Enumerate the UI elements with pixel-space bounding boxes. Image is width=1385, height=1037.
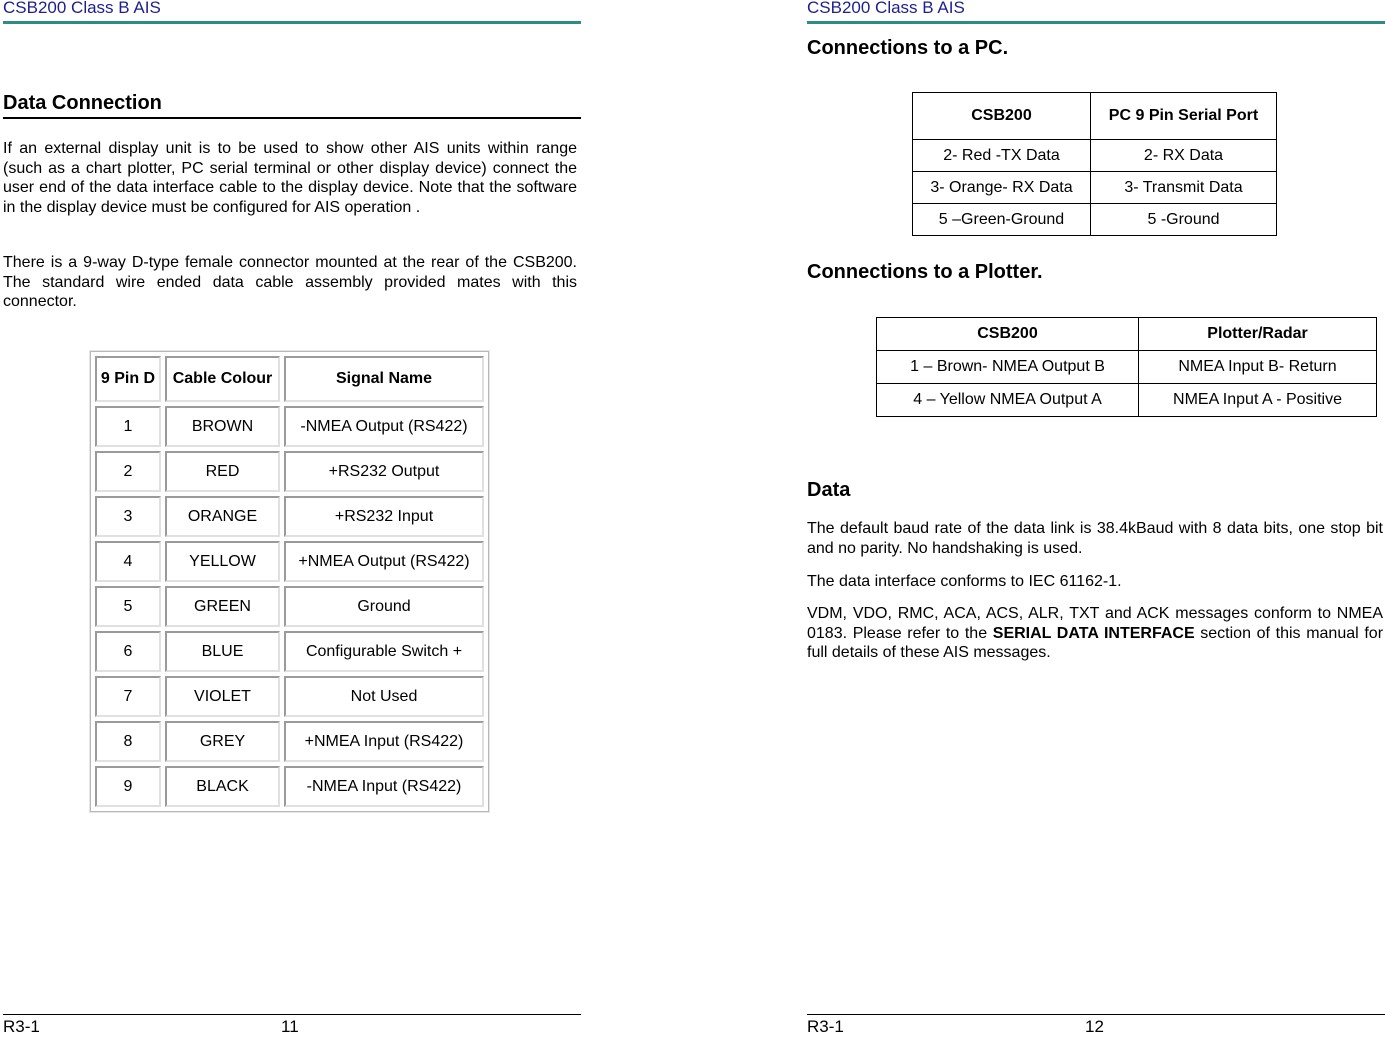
table-row: [95, 586, 484, 627]
signal-cell: Configurable Switch +: [284, 631, 484, 672]
pc-connections-title: Connections to a PC.: [807, 37, 1009, 59]
table-row: [95, 631, 484, 672]
signal-cell: +NMEA Input (RS422): [284, 721, 484, 762]
table-cell: 5 –Green-Ground: [913, 204, 1091, 236]
left-page: [3, 0, 581, 1036]
header-title: CSB200 Class B AIS: [3, 0, 161, 17]
header-rule: [3, 21, 581, 24]
header-cell: Cable Colour: [165, 356, 280, 402]
pin-cell: 3: [95, 496, 161, 537]
footer-revision: R3-1: [807, 1017, 844, 1036]
signal-cell: +RS232 Input: [284, 496, 484, 537]
table-cell: 2- Red -TX Data: [913, 140, 1091, 172]
header-cell: 9 Pin D: [95, 356, 161, 402]
table-cell: NMEA Input A - Positive: [1139, 384, 1377, 417]
signal-cell: +NMEA Output (RS422): [284, 541, 484, 582]
table-cell: 1 – Brown- NMEA Output B: [877, 351, 1139, 384]
table-header-row: [877, 318, 1377, 351]
page-number: 12: [1085, 1017, 1104, 1036]
colour-cell: BROWN: [165, 406, 280, 447]
pin-cell: 8: [95, 721, 161, 762]
messages-text-end: section of this manual for full details of these AIS messages.: [807, 624, 1384, 661]
baud-rate-paragraph: The default baud rate of the data link is 38.4kBaud with 8 data bits, one stop bit and no parity. No handshaking is used.: [807, 520, 1383, 557]
colour-cell: VIOLET: [165, 676, 280, 717]
header-title: CSB200 Class B AIS: [807, 0, 965, 17]
header-rule: [807, 21, 1385, 24]
header-cell: CSB200: [913, 93, 1091, 140]
header-cell: CSB200: [877, 318, 1139, 351]
table-row: [877, 384, 1377, 417]
table-cell: 2- RX Data: [1091, 140, 1277, 172]
header-cell: PC 9 Pin Serial Port: [1091, 93, 1277, 140]
signal-cell: +RS232 Output: [284, 451, 484, 492]
pin-cell: 2: [95, 451, 161, 492]
colour-cell: ORANGE: [165, 496, 280, 537]
pin-cell: 4: [95, 541, 161, 582]
pin-cell: 9: [95, 766, 161, 807]
footer-rule: [807, 1014, 1385, 1015]
colour-cell: YELLOW: [165, 541, 280, 582]
table-row: [877, 351, 1377, 384]
pinout-table: [90, 351, 489, 812]
table-row: [913, 172, 1277, 204]
pin-cell: 6: [95, 631, 161, 672]
iec-paragraph: The data interface conforms to IEC 61162-1.: [807, 573, 1122, 590]
serial-interface-reference: SERIAL DATA INTERFACE: [992, 624, 1195, 642]
footer-revision: R3-1: [3, 1017, 40, 1036]
colour-cell: GREY: [165, 721, 280, 762]
signal-cell: -NMEA Output (RS422): [284, 406, 484, 447]
plotter-connections-title: Connections to a Plotter.: [807, 261, 1043, 283]
data-section-title: Data: [807, 479, 851, 501]
table-row: [95, 496, 484, 537]
header-cell: Plotter/Radar: [1139, 318, 1377, 351]
section-title-rule: [3, 117, 581, 119]
colour-cell: BLACK: [165, 766, 280, 807]
plotter-connections-table: [876, 317, 1377, 417]
table-cell: 3- Orange- RX Data: [913, 172, 1091, 204]
table-row: [95, 541, 484, 582]
connector-paragraph: There is a 9-way D-type female connector mounted at the rear of the CSB200. The standard wire ended data cable assembly provided mates with this connector.: [3, 254, 577, 310]
table-cell: 5 -Ground: [1091, 204, 1277, 236]
section-title-data-connection: Data Connection: [3, 92, 162, 114]
messages-text: VDM, VDO, RMC, ACA, ACS, ALR, TXT and ACK messages conform to NMEA 0183. Please refer to the: [807, 605, 1383, 642]
colour-cell: RED: [165, 451, 280, 492]
signal-cell: -NMEA Input (RS422): [284, 766, 484, 807]
pin-cell: 7: [95, 676, 161, 717]
table-row: [95, 406, 484, 447]
table-cell: 3- Transmit Data: [1091, 172, 1277, 204]
table-row: [95, 451, 484, 492]
table-header-row: [95, 356, 484, 402]
header-cell: Signal Name: [284, 356, 484, 402]
pin-cell: 5: [95, 586, 161, 627]
table-header-row: [913, 93, 1277, 140]
signal-cell: Ground: [284, 586, 484, 627]
table-row: [95, 766, 484, 807]
colour-cell: BLUE: [165, 631, 280, 672]
footer-rule: [3, 1014, 581, 1015]
pc-connections-table: [912, 92, 1277, 236]
table-cell: 4 – Yellow NMEA Output A: [877, 384, 1139, 417]
signal-cell: Not Used: [284, 676, 484, 717]
table-row: [913, 140, 1277, 172]
page-number: 11: [281, 1017, 299, 1036]
pin-cell: 1: [95, 406, 161, 447]
table-cell: NMEA Input B- Return: [1139, 351, 1377, 384]
intro-paragraph: If an external display unit is to be used to show other AIS units within range (such as a chart plotter, PC serial terminal or other display device) connect the user end of the data interface cable to the display device. Note that the software in the display device must be configured for AIS operation .: [3, 140, 577, 216]
table-row: [913, 204, 1277, 236]
right-page: [807, 0, 1385, 1036]
table-row: [95, 676, 484, 717]
colour-cell: GREEN: [165, 586, 280, 627]
messages-paragraph: [807, 604, 1383, 663]
table-row: [95, 721, 484, 762]
